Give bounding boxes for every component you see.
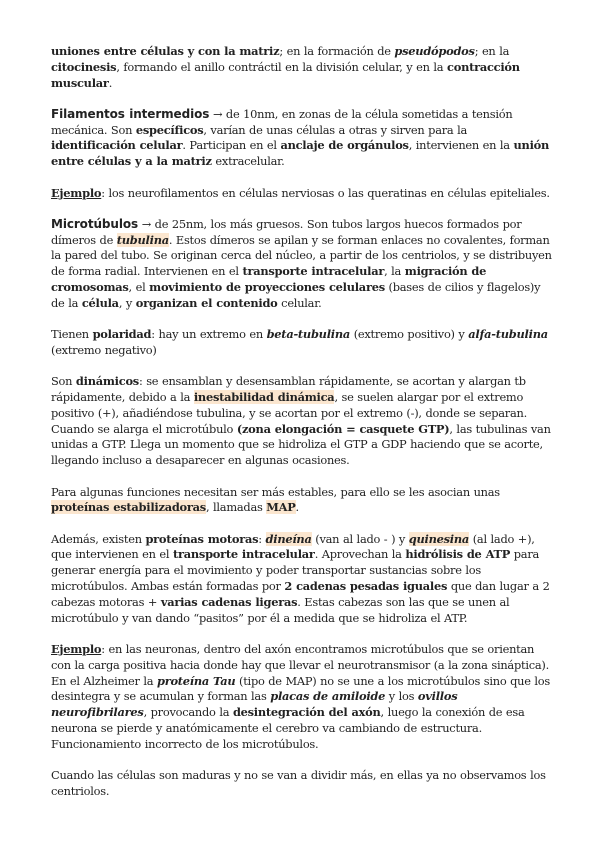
text-span: , el: [128, 280, 150, 295]
text-span: (extremo negativo): [51, 342, 157, 357]
paragraph-polarity: [51, 327, 552, 359]
text-span: .: [108, 75, 113, 90]
term-intracellular-transport-2: transporte intracelular: [173, 547, 315, 562]
text-span: para generar energía para el movimiento y poder transportar sustancias sobre los microtúbulos. Ambas están formadas por: [51, 547, 540, 594]
paragraph-motor-proteins: [51, 532, 552, 627]
text-span: :: [258, 531, 266, 546]
term-muscle-contraction: contracción muscular: [51, 59, 520, 90]
term-light-chains: varias cadenas ligeras: [160, 594, 298, 609]
text-span: , luego la conexión de esa neurona se pierde y anatómicamente el cerebro va cambiando de estructura. Funcionamiento incorrecto de los microtúbulos.: [51, 705, 525, 751]
example-label: Ejemplo: [51, 641, 102, 656]
term-map: MAP: [266, 500, 296, 515]
paragraph-actin-functions: [51, 44, 552, 91]
term-gtp-cap: (zona elongación = casquete GTP): [236, 421, 450, 436]
text-span: , formando el anillo contráctil en la división celular, y en la: [116, 59, 448, 74]
paragraph-example-alzheimer: [51, 642, 552, 753]
text-span: . Aprovechan la: [314, 547, 406, 562]
term-dynamic-instability: inestabilidad dinámica: [193, 390, 335, 405]
term-cell-projection-movement: movimiento de proyecciones celulares: [149, 280, 385, 295]
text-span: . Participan en el: [182, 138, 281, 153]
paragraph-microtubules: [51, 217, 552, 312]
text-span: → de 25nm, los más gruesos. Son tubos largos huecos formados por dímeros de: [51, 216, 522, 247]
text-span: . Estos dímeros se apilan y se forman enlaces no covalentes, forman la pared del tubo. Se originan cerca del núcleo, a partir de los centriolos, y se distribuyen de forma radial. Intervienen en el: [51, 232, 552, 279]
text-span: Son: [51, 374, 76, 389]
term-chromosome-migration: migración de cromosomas: [51, 264, 487, 295]
text-span: , llamadas: [205, 500, 267, 515]
term-cytokinesis: citocinesis: [51, 59, 117, 74]
term-cell-junctions: uniones entre células y con la matriz: [51, 44, 280, 58]
text-span: (extremo positivo) y: [350, 327, 469, 342]
text-span: , intervienen en la: [408, 138, 514, 153]
text-span: , provocando la: [143, 705, 233, 720]
term-dynein: dineína: [265, 531, 312, 546]
text-span: (tipo de MAP) no se une a los microtúbulos sino que los desintegra y se acumulan y forman las: [51, 673, 550, 704]
text-span: , las tubulinas van unidas a GTP. Llega un momento que se hidroliza el GTP a GDP haciendo que se acorte, llegando incluso a desaparecer en algunas ocasiones.: [51, 421, 551, 468]
term-cell-matrix-junction: unión entre células y a la matriz: [51, 138, 550, 169]
term-kinesin: quinesina: [408, 531, 470, 546]
text-span: → de 10nm, en zonas de la célula sometidas a tensión mecánica. Son: [51, 106, 513, 137]
text-span: , se suelen alargar por el extremo positivo (+), añadiéndose tubulina, y se acortan por el extremo (-), donde se separan. Cuando se alarga el microtúbulo: [51, 390, 528, 436]
text-span: extracelular.: [211, 154, 285, 169]
paragraph-dynamic: [51, 374, 552, 469]
text-span: .: [295, 500, 299, 515]
term-alfa-tubulin: alfa-tubulina: [468, 327, 548, 342]
term-dynamic: dinámicos: [75, 374, 139, 389]
text-span: : en las neuronas, dentro del axón encontramos microtúbulos que se orientan con la carga positiva hacia donde hay que llevar el neurotransmisor (a la zona sináptica). En el Alzheimer la: [51, 641, 549, 688]
text-span: Tienen: [51, 327, 93, 342]
text-span: (bases de cilios y flagelos)y de la: [51, 280, 541, 310]
term-organize-content: organizan el contenido: [135, 295, 278, 310]
paragraph-stabilizing-proteins: [51, 485, 552, 517]
term-amyloid-plaques: placas de amiloide: [270, 689, 386, 704]
paragraph-mature-cells: [51, 768, 552, 800]
text-span: , la: [384, 264, 405, 279]
term-cell: célula: [81, 295, 119, 310]
text-span: . Estas cabezas son las que se unen al microtúbulo y van dando “pasitos” por él a medida que se hidroliza el ATP.: [51, 594, 510, 625]
heading-microtubules: Microtúbulos: [51, 216, 139, 231]
text-span: (van al lado - ) y: [311, 531, 409, 546]
heading-intermediate-filaments: Filamentos intermedios: [51, 106, 210, 121]
text-span: , varían de unas células a otras y sirven para la: [203, 122, 468, 137]
text-span: ; en la: [474, 44, 510, 58]
term-beta-tubulin: beta-tubulina: [266, 327, 351, 342]
term-organelle-anchoring: anclaje de orgánulos: [280, 138, 409, 153]
term-atp-hydrolysis: hidrólisis de ATP: [405, 547, 511, 562]
text-span: Además, existen: [51, 531, 146, 546]
term-motor-proteins: proteínas motoras: [145, 531, 259, 546]
term-pseudopods: pseudópodos: [394, 44, 475, 58]
text-span: y los: [385, 689, 418, 704]
text-span: ; en la formación de: [279, 44, 395, 58]
term-polarity: polaridad: [92, 327, 152, 342]
text-span: que dan lugar a 2 cabezas motoras +: [51, 579, 550, 609]
text-span: celular.: [277, 295, 322, 310]
term-tubulin: tubulina: [116, 232, 169, 247]
paragraph-intermediate-filaments: [51, 107, 552, 170]
text-span: (al lado +), que intervienen en el: [51, 531, 535, 562]
text-span: , y: [118, 295, 136, 310]
term-axon-disintegration: desintegración del axón: [232, 705, 381, 720]
example-label: Ejemplo: [51, 185, 102, 200]
term-tau-protein: proteína Tau: [156, 673, 236, 688]
text-span: Cuando las células son maduras y no se van a dividir más, en ellas ya no observamos los centriolos.: [51, 767, 546, 798]
term-neurofibrillary-tangles: ovillos neurofibrilares: [51, 689, 458, 720]
text-span: : los neurofilamentos en células nerviosas o las queratinas en células epiteliales.: [101, 185, 550, 200]
term-cell-identification: identificación celular: [51, 138, 183, 153]
term-specific: específicos: [135, 122, 204, 137]
text-span: : se ensamblan y desensamblan rápidamente, se acortan y alargan tb rápidamente, debido a la: [51, 374, 526, 405]
text-span: Para algunas funciones necesitan ser más estables, para ello se les asocian unas: [51, 484, 500, 499]
term-stabilizing-proteins: proteínas estabilizadoras: [51, 500, 206, 515]
paragraph-example-neurofilaments: [51, 186, 552, 202]
term-heavy-chains: 2 cadenas pesadas iguales: [284, 579, 448, 594]
term-intracellular-transport: transporte intracelular: [242, 264, 385, 279]
text-span: : hay un extremo en: [151, 327, 267, 342]
